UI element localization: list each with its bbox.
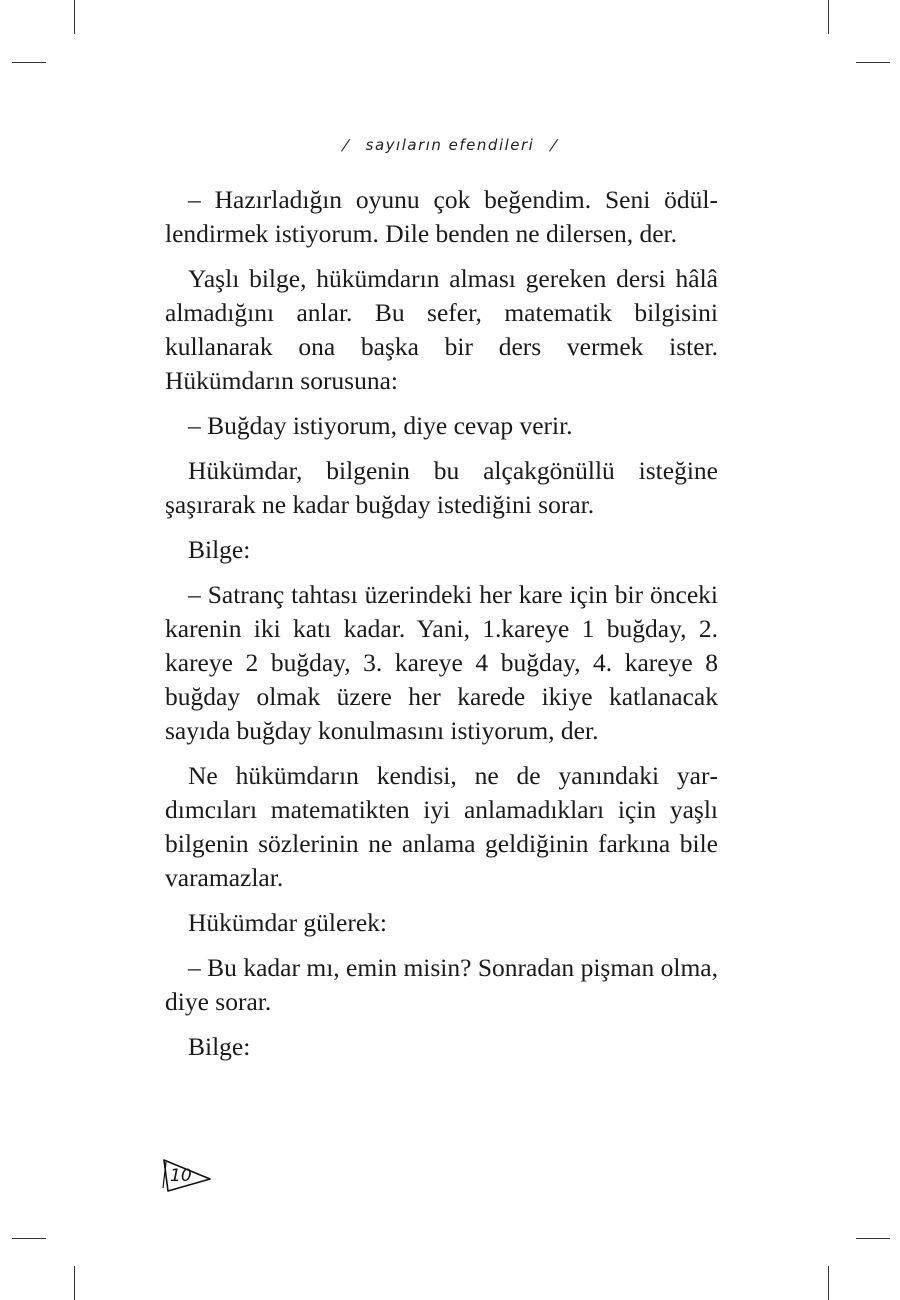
paragraph: – Satranç tahtası üzerindeki her kare için bir önceki karenin iki katı kadar. Yani, 1.kareye 1 buğday, 2. kareye 2 buğday, 3. kareye 4 buğday, 4. kareye 8 buğday olmak üzere her karede ikiye katlanacak sayıda buğday konulmasını istiyorum, der.: [165, 580, 718, 745]
paragraph: Bilge:: [188, 1032, 251, 1061]
paragraph: Hükümdar gülerek:: [188, 908, 387, 937]
paragraph: – Bu kadar mı, emin misin? Sonradan pişman olma, diye sorar.: [165, 953, 718, 1016]
page-number-tag: [160, 1158, 214, 1196]
crop-mark: [828, 1266, 829, 1300]
crop-mark: [74, 1266, 75, 1300]
paragraph: Ne hükümdarın kendisi, ne de yanındaki yardımcıları matematikten iyi anlamadıkları için yaşlı bilgenin sözlerinin ne anlama geldiğinin farkına bile varamazlar.: [165, 761, 718, 892]
crop-mark: [12, 62, 46, 63]
running-title: sayıların efendileri: [365, 136, 535, 154]
crop-mark: [828, 0, 829, 34]
paragraph: Bilge:: [188, 535, 251, 564]
header-slash-right: /: [549, 136, 559, 154]
page-number: 10: [170, 1166, 192, 1186]
body-text: [165, 183, 718, 1075]
header-slash-left: /: [341, 136, 351, 154]
crop-mark: [856, 1238, 890, 1239]
paragraph: Hükümdar, bilgenin bu alçakgönüllü isteğine şaşırarak ne kadar buğday istediğini sorar.: [165, 456, 718, 519]
running-header: [0, 136, 900, 154]
crop-mark: [74, 0, 75, 34]
crop-mark: [12, 1238, 46, 1239]
paragraph: – Buğday istiyorum, diye cevap verir.: [188, 411, 573, 440]
crop-mark: [856, 62, 890, 63]
paragraph: – Hazırladığın oyunu çok beğendim. Seni ödüllendirmek istiyorum. Dile benden ne dilersen, der.: [165, 185, 718, 248]
paragraph: Yaşlı bilge, hükümdarın alması gereken dersi hâlâ almadığını anlar. Bu sefer, matematik bilgisini kullanarak ona başka bir ders vermek ister. Hükümdarın sorusuna:: [165, 264, 718, 395]
